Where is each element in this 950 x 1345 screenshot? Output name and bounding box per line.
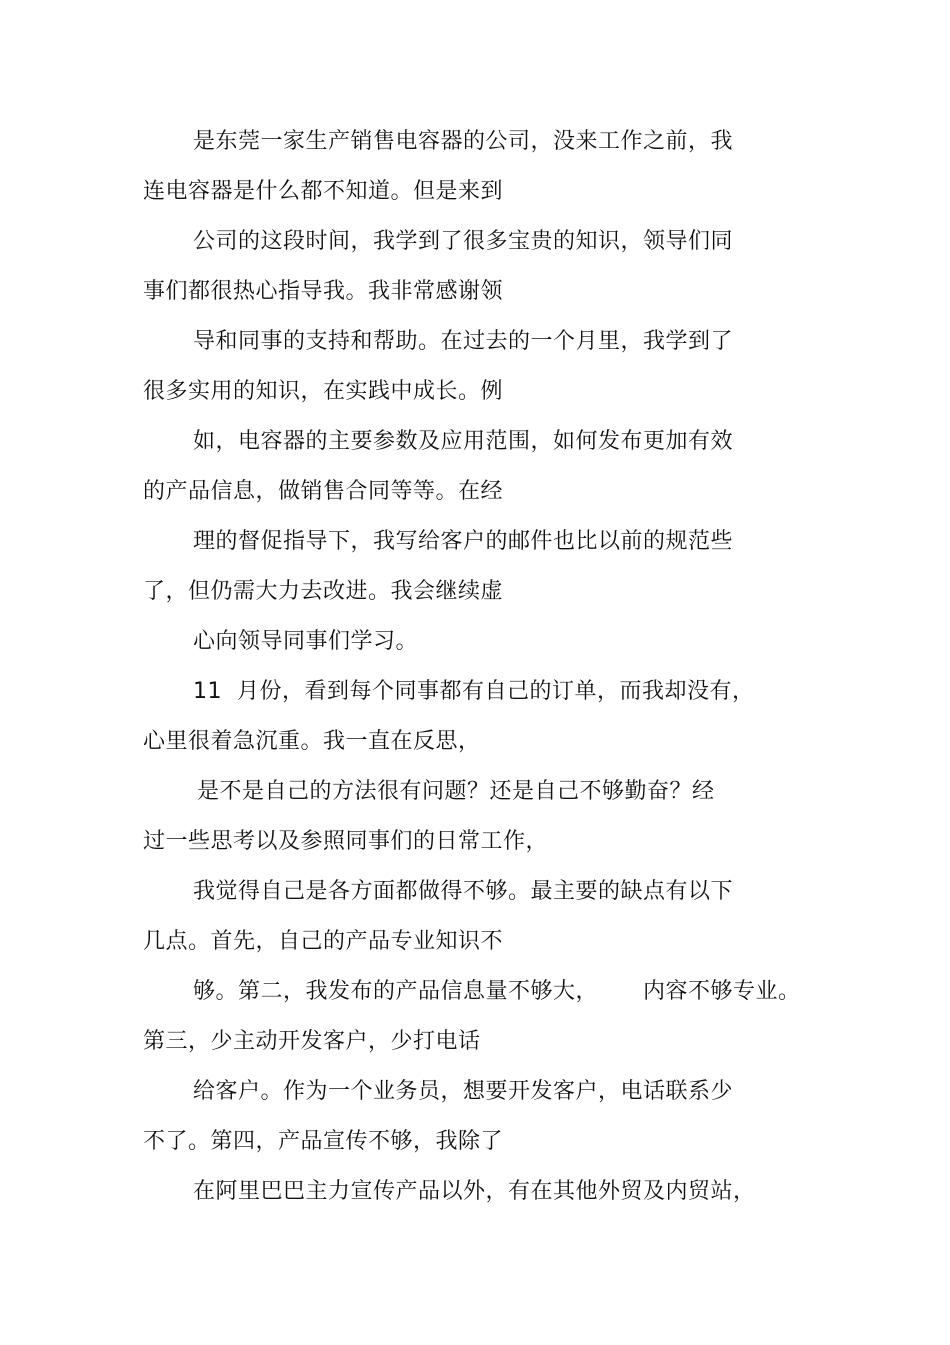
text-line: 是东莞一家生产销售电容器的公司，没来工作之前，我 [193,129,734,154]
text-line: 事们都很热心指导我。我非常感谢领 [143,279,504,304]
text-line: 连电容器是什么都不知道。但是来到 [143,179,504,204]
text-line: 导和同事的支持和帮助。在过去的一个月里，我学到了 [193,329,734,354]
text-line: 公司的这段时间，我学到了很多宝贵的知识，领导们同 [193,229,734,254]
text-line: 给客户。作为一个业务员，想要开发客户，电话联系少 [193,1079,734,1104]
text-line: 心向领导同事们学习。 [193,629,419,654]
text-line: 不了。第四，产品宣传不够，我除了 [143,1129,504,1154]
text-line: 够。第二，我发布的产品信息量不够大， 内容不够专业。 [193,979,801,1004]
text-line: 第三，少主动开发客户，少打电话 [143,1029,481,1054]
text-line: 很多实用的知识，在实践中成长。例 [143,379,504,404]
text-line: 是不是自己的方法很有问题？还是自己不够勤奋？经 [197,779,715,804]
text-line: 11 月份，看到每个同事都有自己的订单，而我却没有， [193,679,755,704]
text-line: 我觉得自己是各方面都做得不够。最主要的缺点有以下 [193,879,734,904]
text-line: 理的督促指导下，我写给客户的邮件也比以前的规范些 [193,529,734,554]
text-line: 心里很着急沉重。我一直在反思， [143,729,481,754]
text-line: 如，电容器的主要参数及应用范围，如何发布更加有效 [193,429,734,454]
text-line: 了，但仍需大力去改进。我会继续虚 [143,579,504,604]
text-line: 在阿里巴巴主力宣传产品以外，有在其他外贸及内贸站， [193,1179,756,1204]
text-line: 的产品信息，做销售合同等等。在经 [143,479,504,504]
text-line: 过一些思考以及参照同事们的日常工作， [143,829,549,854]
text-line: 几点。首先，自己的产品专业知识不 [143,929,504,954]
